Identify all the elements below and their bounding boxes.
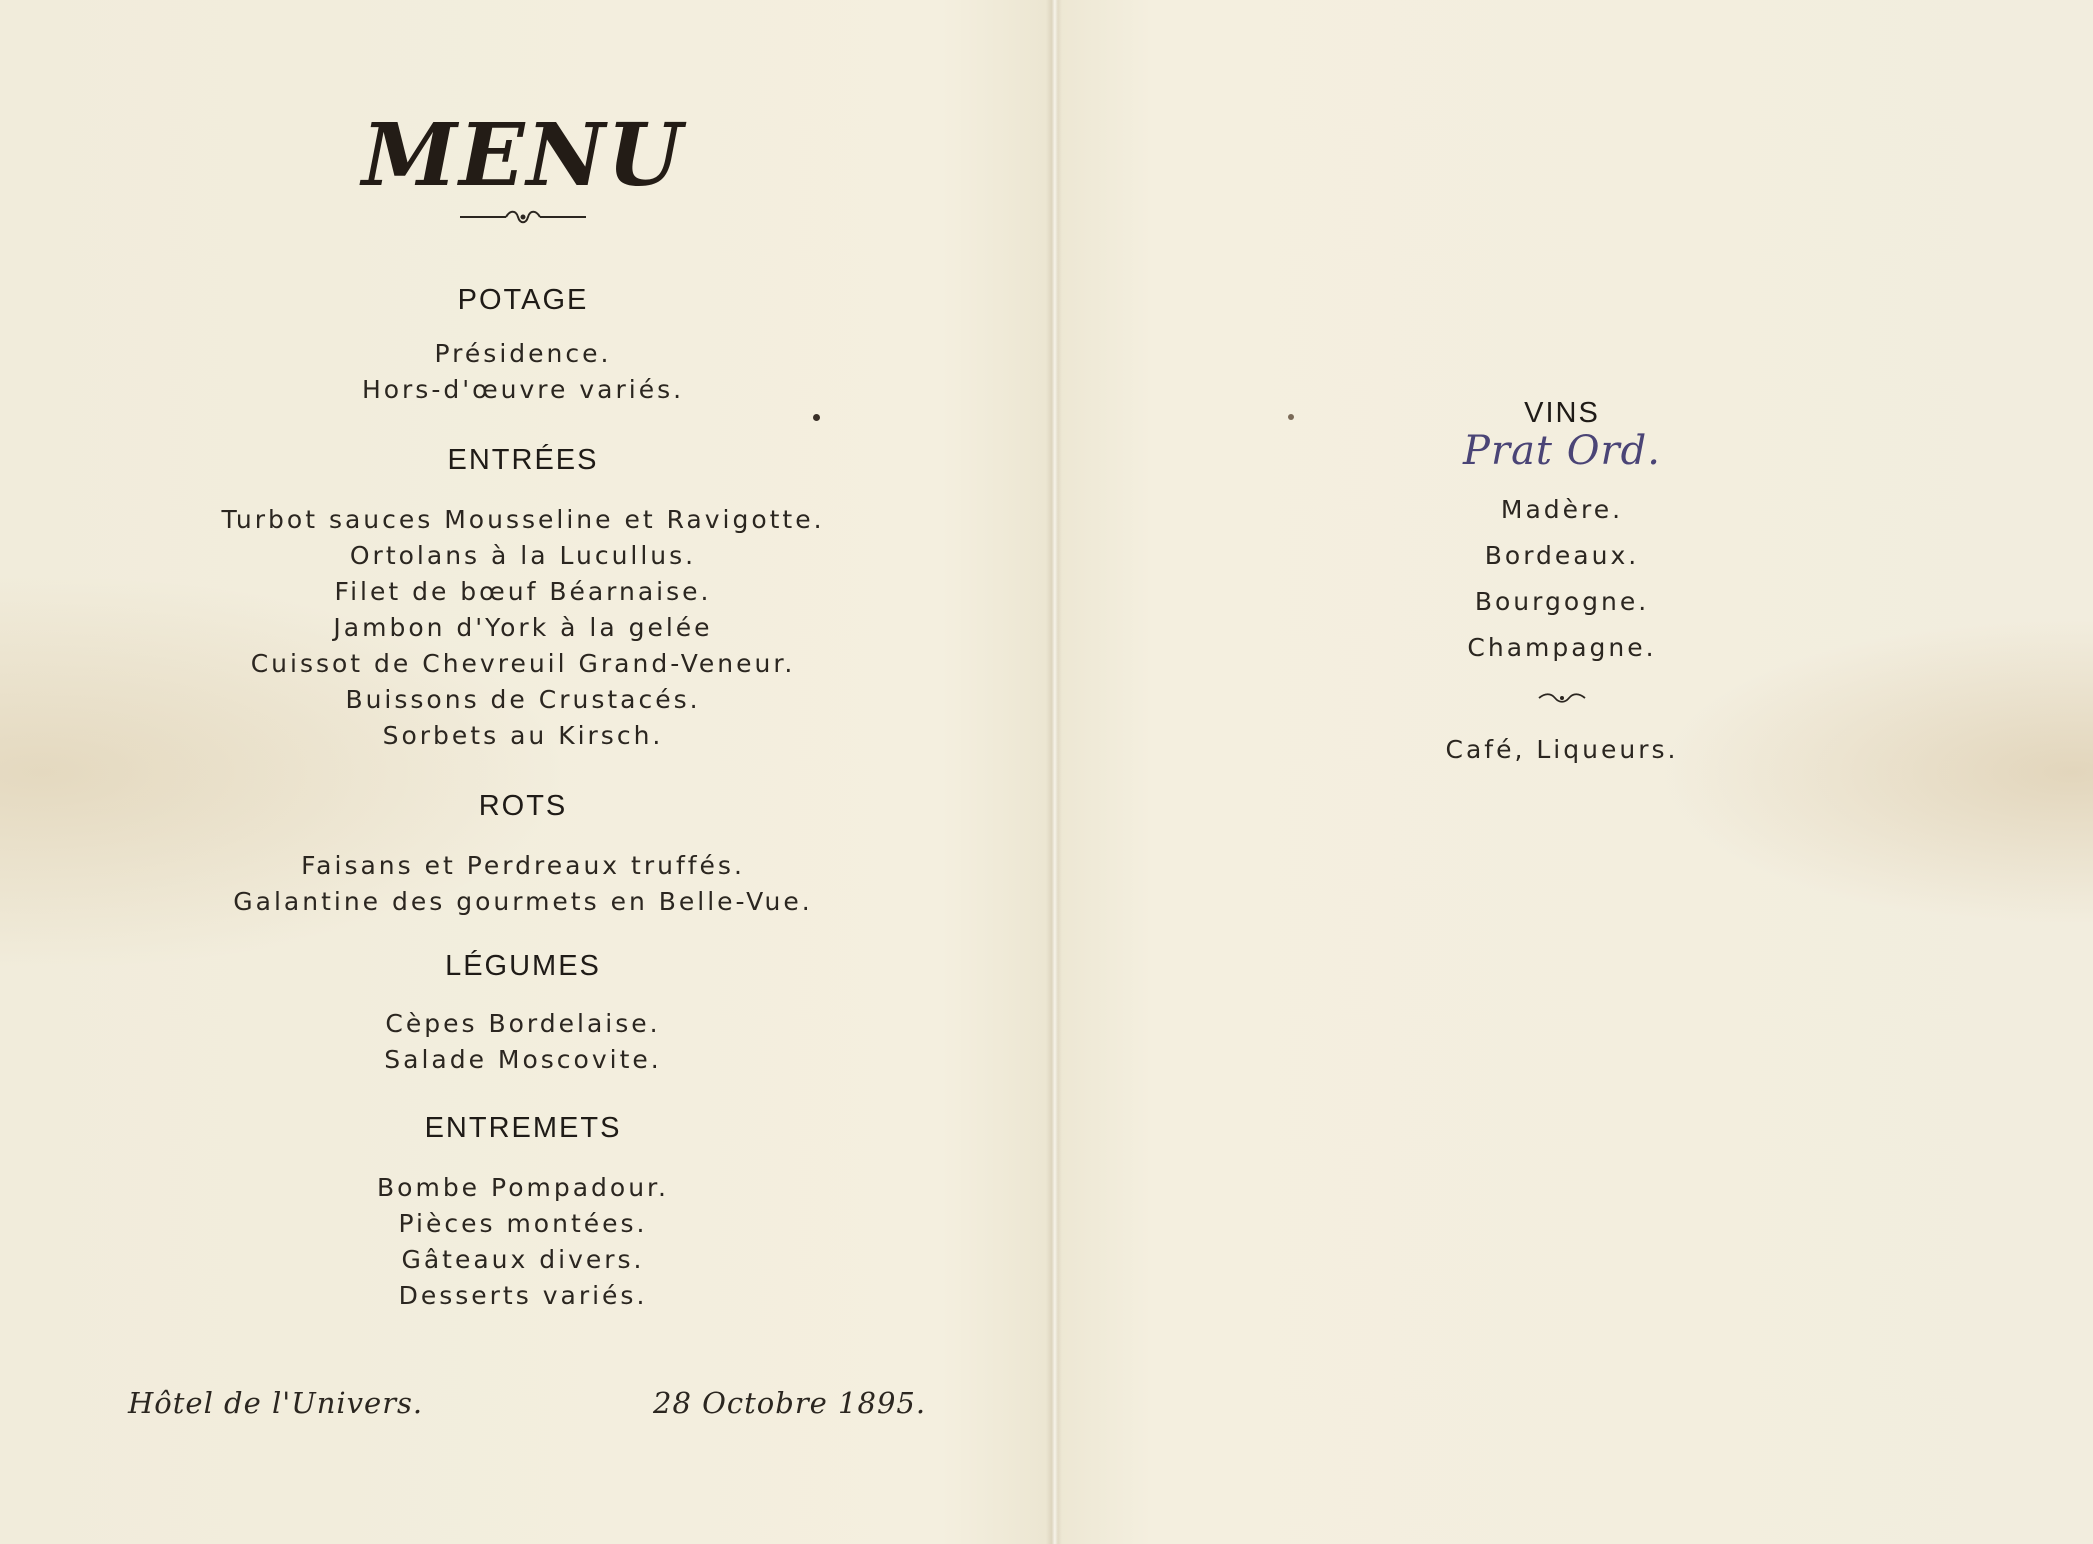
menu-item: Turbot sauces Mousseline et Ravigotte. bbox=[221, 505, 825, 534]
menu-item: Présidence. bbox=[434, 339, 612, 368]
menu-item: Faisans et Perdreaux truffés. bbox=[301, 851, 745, 880]
left-page bbox=[0, 0, 1046, 1544]
wine-item: Madère. bbox=[1500, 495, 1624, 524]
potage-items bbox=[0, 336, 1046, 408]
entrees-items bbox=[0, 502, 1046, 754]
menu-item: Cuissot de Chevreuil Grand-Veneur. bbox=[250, 649, 796, 678]
menu-item: Pièces montées. bbox=[398, 1209, 648, 1238]
wine-items bbox=[1312, 487, 1812, 671]
title-ornament bbox=[0, 208, 1046, 230]
menu-item: Bombe Pompadour. bbox=[377, 1173, 669, 1202]
menu-item: Gâteaux divers. bbox=[401, 1245, 645, 1274]
right-page bbox=[1062, 0, 2093, 1544]
section-heading-potage: POTAGE bbox=[457, 284, 589, 316]
footer-venue: Hôtel de l'Univers. bbox=[128, 1386, 424, 1420]
menu-item: Hors-d'œuvre variés. bbox=[361, 375, 685, 404]
wine-item: Bourgogne. bbox=[1474, 587, 1650, 616]
wine-ornament bbox=[1312, 690, 1812, 709]
ink-speck bbox=[1288, 414, 1294, 420]
section-heading-rots: ROTS bbox=[478, 790, 568, 822]
ink-speck bbox=[813, 414, 820, 421]
wine-item: Bordeaux. bbox=[1484, 541, 1640, 570]
menu-item: Galantine des gourmets en Belle-Vue. bbox=[233, 887, 813, 916]
menu-item: Jambon d'York à la gelée bbox=[333, 613, 713, 642]
menu-item: Ortolans à la Lucullus. bbox=[349, 541, 697, 570]
menu-item: Filet de bœuf Béarnaise. bbox=[334, 577, 712, 606]
menu-item: Sorbets au Kirsch. bbox=[382, 721, 664, 750]
section-heading-entremets: ENTREMETS bbox=[424, 1112, 622, 1144]
section-heading-vins: VINS bbox=[1524, 397, 1600, 429]
center-fold bbox=[1046, 0, 1062, 1544]
section-heading-entrees: ENTRÉES bbox=[447, 444, 599, 476]
menu-item: Cèpes Bordelaise. bbox=[385, 1009, 661, 1038]
entremets-items bbox=[0, 1170, 1046, 1314]
menu-item: Buissons de Crustacés. bbox=[345, 685, 701, 714]
rots-items bbox=[0, 848, 1046, 920]
menu-item: Salade Moscovite. bbox=[384, 1045, 662, 1074]
handwritten-note: Prat Ord. bbox=[1463, 428, 1661, 474]
menu-item: Desserts variés. bbox=[398, 1281, 648, 1310]
flourish-ornament-icon bbox=[458, 208, 588, 226]
menu-title: MENU bbox=[361, 105, 685, 206]
small-flourish-icon bbox=[1537, 691, 1587, 705]
legumes-items bbox=[0, 1006, 1046, 1078]
wine-item: Champagne. bbox=[1467, 633, 1657, 662]
section-heading-legumes: LÉGUMES bbox=[445, 950, 601, 982]
cafe-liqueurs: Café, Liqueurs. bbox=[1445, 735, 1679, 764]
footer-date: 28 Octobre 1895. bbox=[653, 1386, 927, 1420]
